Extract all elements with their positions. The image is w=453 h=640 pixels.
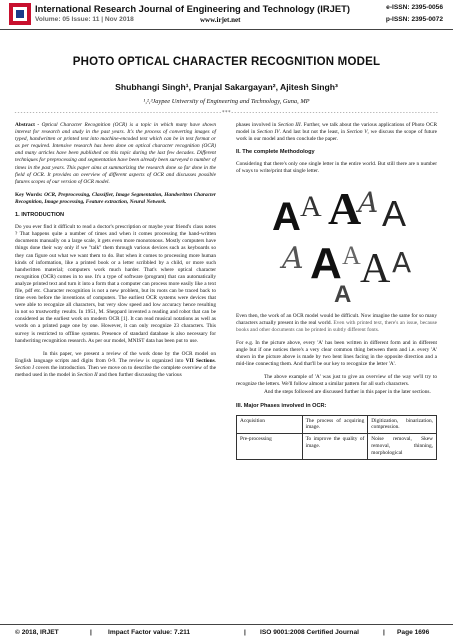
text-run: In this paper, we present a review of the work done by the OCR model on English language scripts and digits from 0-9. The review is organized into bbox=[15, 350, 216, 364]
section-heading-methodology: II. The complete Methodology bbox=[236, 149, 315, 156]
example-paragraph: For e.g. In the picture above, every 'A' has been written in different form and in different angle but if one notices there's a very clear common thing between them and i.e. every 'A' shown in the picture above is made by two bent lines facing in the opposite direction and a mid-line connecting them. And that'll be our key to recognize the letter 'A'. bbox=[236, 339, 437, 368]
paper-affiliation: ¹,²,³Jaypee University of Engineering and Technology, Guna, MP bbox=[143, 98, 310, 105]
text-run: . Further, we talk about the various applications of Photo OCR model in bbox=[236, 122, 438, 136]
table-row bbox=[237, 434, 437, 459]
glyph-a-italic-serif: A bbox=[358, 185, 379, 219]
footer-copyright: © 2018, IRJET bbox=[15, 629, 59, 636]
glyph-a-small-bold: A bbox=[334, 280, 352, 306]
glyph-a-bold-serif-large: A bbox=[328, 182, 362, 234]
glyph-a-sans: A bbox=[382, 192, 407, 234]
paper-authors: Shubhangi Singh¹, Pranjal Sakargayan², Ajitesh Singh³ bbox=[115, 82, 338, 92]
ocr-phases-table bbox=[236, 415, 437, 460]
text-run: phases involved in bbox=[236, 122, 278, 128]
text-run: . And last but not the least, in bbox=[279, 129, 347, 136]
keywords bbox=[15, 192, 216, 206]
intro-paragraph-2 bbox=[15, 351, 216, 379]
e-issn: e-ISSN: 2395-0056 bbox=[386, 4, 443, 11]
text-run: Section V bbox=[346, 129, 368, 136]
table-cell: Noise removal, Skew removal, thinning, morphological bbox=[368, 434, 437, 459]
journal-footer bbox=[0, 624, 453, 640]
table-cell: To improve the quality of image. bbox=[302, 434, 368, 459]
text-run: Section II bbox=[77, 372, 98, 378]
footer-impact-factor: Impact Factor value: 7.211 bbox=[108, 629, 191, 636]
glyph-a-italic-small: A bbox=[282, 240, 304, 276]
section-heading-major-phases: III. Major Phases involved in OCR: bbox=[236, 402, 327, 409]
right-column bbox=[236, 122, 437, 460]
text-run: Section IV bbox=[257, 129, 280, 136]
footer-page-number: Page 1696 bbox=[397, 629, 430, 636]
table-cell: Acquisition bbox=[237, 415, 303, 434]
glyph-a-light-serif: A bbox=[342, 240, 361, 270]
intro-paragraph-1: Do you ever find it difficult to read a doctor's prescription or maybe your friend's class notes ? That happens quite a number of times and when it comes processing the hand-written documents manually on a large scale, it gets even more monotonous. Mostly computers have things done their way only if we "talk" them through various devices such as keyboards so they can figure out what we want them to do. But when it comes to processing more human kinds of information, like a printed book or a letter scribbled by a child, or more such handwritten material; computers work much harder. That's where optical character recognition (OCR) comes in to use. It's a type of software (program) that can automatically analyze printed text and turn it into a form that a computer can process more easily like a text file, pdf etc. Character recognition is not a new problem, but its roots can be traced back to time even before the inventions of computers. The earliest OCR systems were devices that were able to recognize all characters, but very slow speed and low accuracy hence resulting in not so trustworthy results. In 1951, M. Sheppard invented a reading and robot that can be considered as the earliest work on modern OCR [1]. It can read musical notations as well as words on a printed page one by one. However, it can only recognize 23 characters. This survey is restricted to offline systems. Presence of standard database is also necessary for handwriting recognition research. As per our model, MNIST data has been put to use. bbox=[15, 224, 216, 344]
table-cell: The process of acquiring image. bbox=[302, 415, 368, 434]
left-column bbox=[15, 122, 216, 385]
steps-paragraph: And the steps followed are discussed further in this paper in the later sections. bbox=[264, 389, 431, 396]
text-run: Section I bbox=[15, 364, 34, 371]
text-run: and then further discussing the various bbox=[97, 372, 182, 378]
glyph-a-tall-serif: A bbox=[360, 245, 391, 292]
keywords-text: OCR, Preprocessing, Classifier, Image Segmentation, Handwritten Character Recognition, Image processing, Feature extraction, Neural Network. bbox=[15, 191, 216, 205]
text-run: , we discuss the scope of future work in our model and then conclude the paper. bbox=[236, 129, 437, 143]
section-separator: ---------------------------------------------------------------------***--------------------------------------------------------------------- bbox=[14, 110, 439, 116]
difficulty-paragraph bbox=[236, 313, 437, 334]
footer-iso: ISO 9001:2008 Certified Journal bbox=[260, 629, 359, 636]
glyph-a-heavy-sans: A bbox=[310, 238, 342, 288]
table-cell: Pre-processing bbox=[237, 434, 303, 459]
abstract-text: Optical Character Recognition (OCR) is a topic in which many have shown interest for research and study in the past years. It's the process of converting images of typed, handwritten or printed text into machine-encoded text which can be in text format or as per required. Intensive research has been done on optical character recognition (OCR) and many articles have been published on this topic during the last few decades. Different techniques for preprocessing and segmentation have been already been surveyed n number of times in the past years. This paper aims at summarizing the research done so far done in the field of OCR. It provides an overview of different aspects of OCR and discusses possible futures scopes of our version of OCR model. bbox=[15, 122, 216, 185]
overview-paragraph: The above example of 'A' was just to give an overview of the way we'll try to recognize the letters. We'll follow almost a similar pattern for all such characters. bbox=[236, 374, 437, 388]
journal-website-link[interactable]: www.irjet.net bbox=[200, 16, 241, 24]
abstract bbox=[15, 122, 216, 186]
irjet-logo-icon bbox=[9, 3, 31, 25]
table-cell: Digitization, binarization, compression. bbox=[368, 415, 437, 434]
methodology-paragraph: Considering that there's only one single letter in the entire world. But still there are n number of ways to write/print that single letter. bbox=[236, 161, 437, 175]
journal-volume: Volume: 05 Issue: 11 | Nov 2018 bbox=[35, 16, 134, 23]
p-issn: p-ISSN: 2395-0072 bbox=[385, 16, 443, 23]
sections-overview-paragraph bbox=[236, 122, 437, 143]
footer-divider: | bbox=[90, 629, 92, 636]
text-run: VII Sections bbox=[185, 357, 215, 364]
glyph-a-serif: A bbox=[300, 189, 322, 223]
text-run: . bbox=[214, 357, 216, 364]
text-run: Even then, the work of an OCR model would be difficult. Now imagine the same for so many characters actually present in the real world. bbox=[236, 312, 437, 326]
journal-header bbox=[0, 0, 453, 30]
letter-a-variants-figure bbox=[236, 182, 437, 306]
footer-divider: | bbox=[383, 629, 385, 636]
paper-title: PHOTO OPTICAL CHARACTER RECOGNITION MODEL bbox=[72, 56, 381, 68]
footer-divider: | bbox=[244, 629, 246, 636]
table-row bbox=[237, 415, 437, 434]
section-heading-introduction: 1. INTRODUCTION bbox=[15, 212, 65, 219]
text-run: covers the introduction. Then we move on to describe the complete overview of the method used in the model in bbox=[15, 364, 216, 378]
journal-name: International Research Journal of Engineering and Technology (IRJET) bbox=[35, 3, 350, 14]
keywords-label: Key Words: bbox=[15, 191, 43, 198]
text-run: Section III bbox=[277, 122, 301, 128]
text-run: Even with printed text, there's an issue, because books and other documents can be printed in subtly different fonts. bbox=[236, 319, 437, 333]
glyph-a-dejavu-sans: A bbox=[392, 245, 412, 279]
abstract-label: Abstract - bbox=[15, 122, 40, 128]
glyph-a-bold-sans: A bbox=[272, 194, 301, 239]
